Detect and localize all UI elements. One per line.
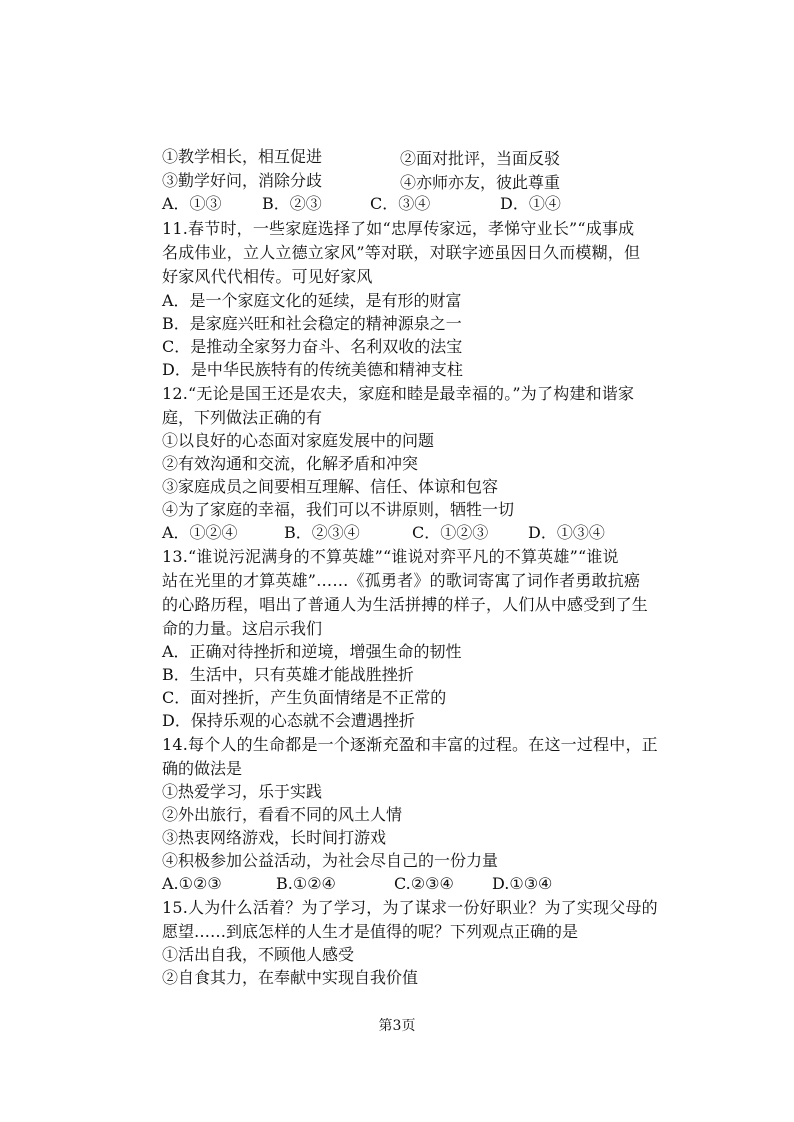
q10-answer-d: D．①④ — [500, 194, 561, 213]
q10-answer-b: B．②③ — [262, 194, 322, 213]
q14-answer-d: D.①③④ — [492, 874, 553, 893]
q13-stem-line-2: 站在光里的才算英雄”……《孤勇者》的歌词寄寓了词作者勇敢抗癌 — [162, 571, 641, 590]
q13-stem-line-1: 13.“谁说污泥满身的不算英雄”“谁说对弈平凡的不算英雄”“谁说 — [162, 547, 619, 566]
q15-stem-line-1: 15.人为什么活着？为了学习，为了谋求一份好职业？为了实现父母的 — [162, 898, 658, 917]
q10-item-4: ④亦师亦友，彼此尊重 — [400, 173, 561, 192]
q13-option-d: D．保持乐观的心态就不会遭遇挫折 — [162, 711, 415, 730]
q13-stem-line-3: 的心路历程，唱出了普通人为生活拼搏的样子，人们从中感受到了生 — [162, 595, 649, 614]
q15-item-1: ①活出自我，不顾他人感受 — [162, 945, 355, 964]
q15-stem-line-2: 愿望……到底怎样的人生才是值得的呢？下列观点正确的是 — [162, 922, 579, 941]
q12-answer-d: D．①③④ — [528, 523, 605, 542]
q14-item-3: ③热衷网络游戏，长时间打游戏 — [162, 828, 387, 847]
page-number: 第3页 — [378, 1018, 416, 1034]
q12-stem-line-1: 12.“无论是国王还是农夫，家庭和睦是最幸福的。”为了构建和谐家 — [162, 384, 635, 403]
q15-item-2: ②自食其力，在奉献中实现自我价值 — [162, 968, 419, 987]
q14-item-4: ④积极参加公益活动，为社会尽自己的一份力量 — [162, 851, 499, 870]
q11-stem-line-1: 11.春节时，一些家庭选择了如“忠厚传家远，孝悌守业长”“成事成 — [162, 219, 635, 238]
q14-stem-line-2: 确的做法是 — [162, 759, 243, 778]
q10-answer-a: A．①③ — [162, 194, 222, 213]
q10-answer-c: C．③④ — [370, 194, 431, 213]
q10-item-3: ③勤学好问，消除分歧 — [162, 171, 323, 190]
q13-stem-line-4: 命的力量。这启示我们 — [162, 619, 323, 638]
q12-item-3: ③家庭成员之间要相互理解、信任、体谅和包容 — [162, 477, 499, 496]
q13-option-c: C．面对挫折，产生负面情绪是不正常的 — [162, 688, 447, 707]
q12-item-2: ②有效沟通和交流，化解矛盾和冲突 — [162, 454, 419, 473]
q11-option-c: C．是推动全家努力奋斗、名利双收的法宝 — [162, 337, 463, 356]
q10-item-1: ①教学相长，相互促进 — [162, 147, 323, 166]
q11-option-b: B．是家庭兴旺和社会稳定的精神源泉之一 — [162, 314, 462, 333]
q11-option-d: D．是中华民族特有的传统美德和精神支柱 — [162, 360, 463, 379]
q12-answer-a: A．①②④ — [162, 523, 238, 542]
q11-option-a: A．是一个家庭文化的延续，是有形的财富 — [162, 291, 462, 310]
q10-item-2: ②面对批评，当面反驳 — [400, 149, 561, 168]
q12-answer-c: C．①②③ — [412, 523, 489, 542]
q12-stem-line-2: 庭，下列做法正确的有 — [162, 408, 323, 427]
q13-option-a: A．正确对待挫折和逆境，增强生命的韧性 — [162, 642, 462, 661]
q14-item-1: ①热爱学习，乐于实践 — [162, 782, 323, 801]
q12-answer-b: B．②③④ — [284, 523, 360, 542]
q12-item-1: ①以良好的心态面对家庭发展中的问题 — [162, 431, 435, 450]
q14-item-2: ②外出旅行，看看不同的风土人情 — [162, 805, 403, 824]
q12-item-4: ④为了家庭的幸福，我们可以不讲原则，牺牲一切 — [162, 500, 515, 519]
q13-option-b: B．生活中，只有英雄才能战胜挫折 — [162, 665, 414, 684]
q14-answer-c: C.②③④ — [394, 874, 454, 893]
q11-stem-line-3: 好家风代代相传。可见好家风 — [162, 267, 373, 286]
q11-stem-line-2: 名成伟业，立人立德立家风”等对联，对联字迹虽因日久而模糊，但 — [162, 243, 641, 262]
q14-answer-b: B.①②④ — [276, 874, 336, 893]
q14-stem-line-1: 14.每个人的生命都是一个逐渐充盈和丰富的过程。在这一过程中，正 — [162, 735, 658, 754]
q14-answer-a: A.①②③ — [162, 874, 222, 893]
